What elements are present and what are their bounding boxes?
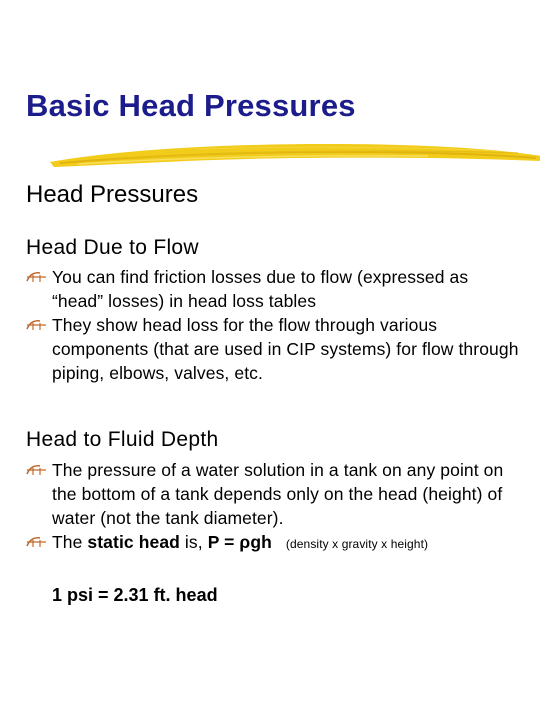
section-heading-depth: Head to Fluid Depth <box>26 428 219 451</box>
bullet-text: They show head loss for the flow through various components (that are used in CIP systems) for flow through piping, elbows, valves, etc. <box>52 315 519 383</box>
rising-line-bullet-icon <box>26 464 47 476</box>
conversion-note: 1 psi = 2.31 ft. head <box>52 585 218 605</box>
slide-subtitle: Head Pressures <box>26 181 199 208</box>
list-item <box>26 458 521 530</box>
list-item <box>26 313 521 385</box>
formula-note: (density x gravity x height) <box>285 537 429 551</box>
section-heading-flow: Head Due to Flow <box>26 236 199 259</box>
brush-stroke-underline <box>48 136 540 170</box>
bullet-text: You can find friction losses due to flow (expressed as “head” losses) in head loss tables <box>52 267 469 311</box>
flow-bullet-list <box>26 265 521 385</box>
bullet-bold-term: static head <box>87 532 180 552</box>
bullet-prefix: The <box>52 532 88 552</box>
rising-line-bullet-icon <box>26 536 47 548</box>
bullet-text: The pressure of a water solution in a tank on any point on the bottom of a tank depends only on the head (height) of water (not the tank diameter). <box>52 460 504 528</box>
list-item <box>26 265 521 313</box>
bullet-middle: is, <box>179 532 208 552</box>
depth-bullet-list <box>26 458 521 556</box>
rising-line-bullet-icon <box>26 319 47 331</box>
slide-title: Basic Head Pressures <box>26 88 356 123</box>
rising-line-bullet-icon <box>26 271 47 283</box>
formula: P = ρgh <box>207 532 272 552</box>
list-item <box>26 530 521 556</box>
